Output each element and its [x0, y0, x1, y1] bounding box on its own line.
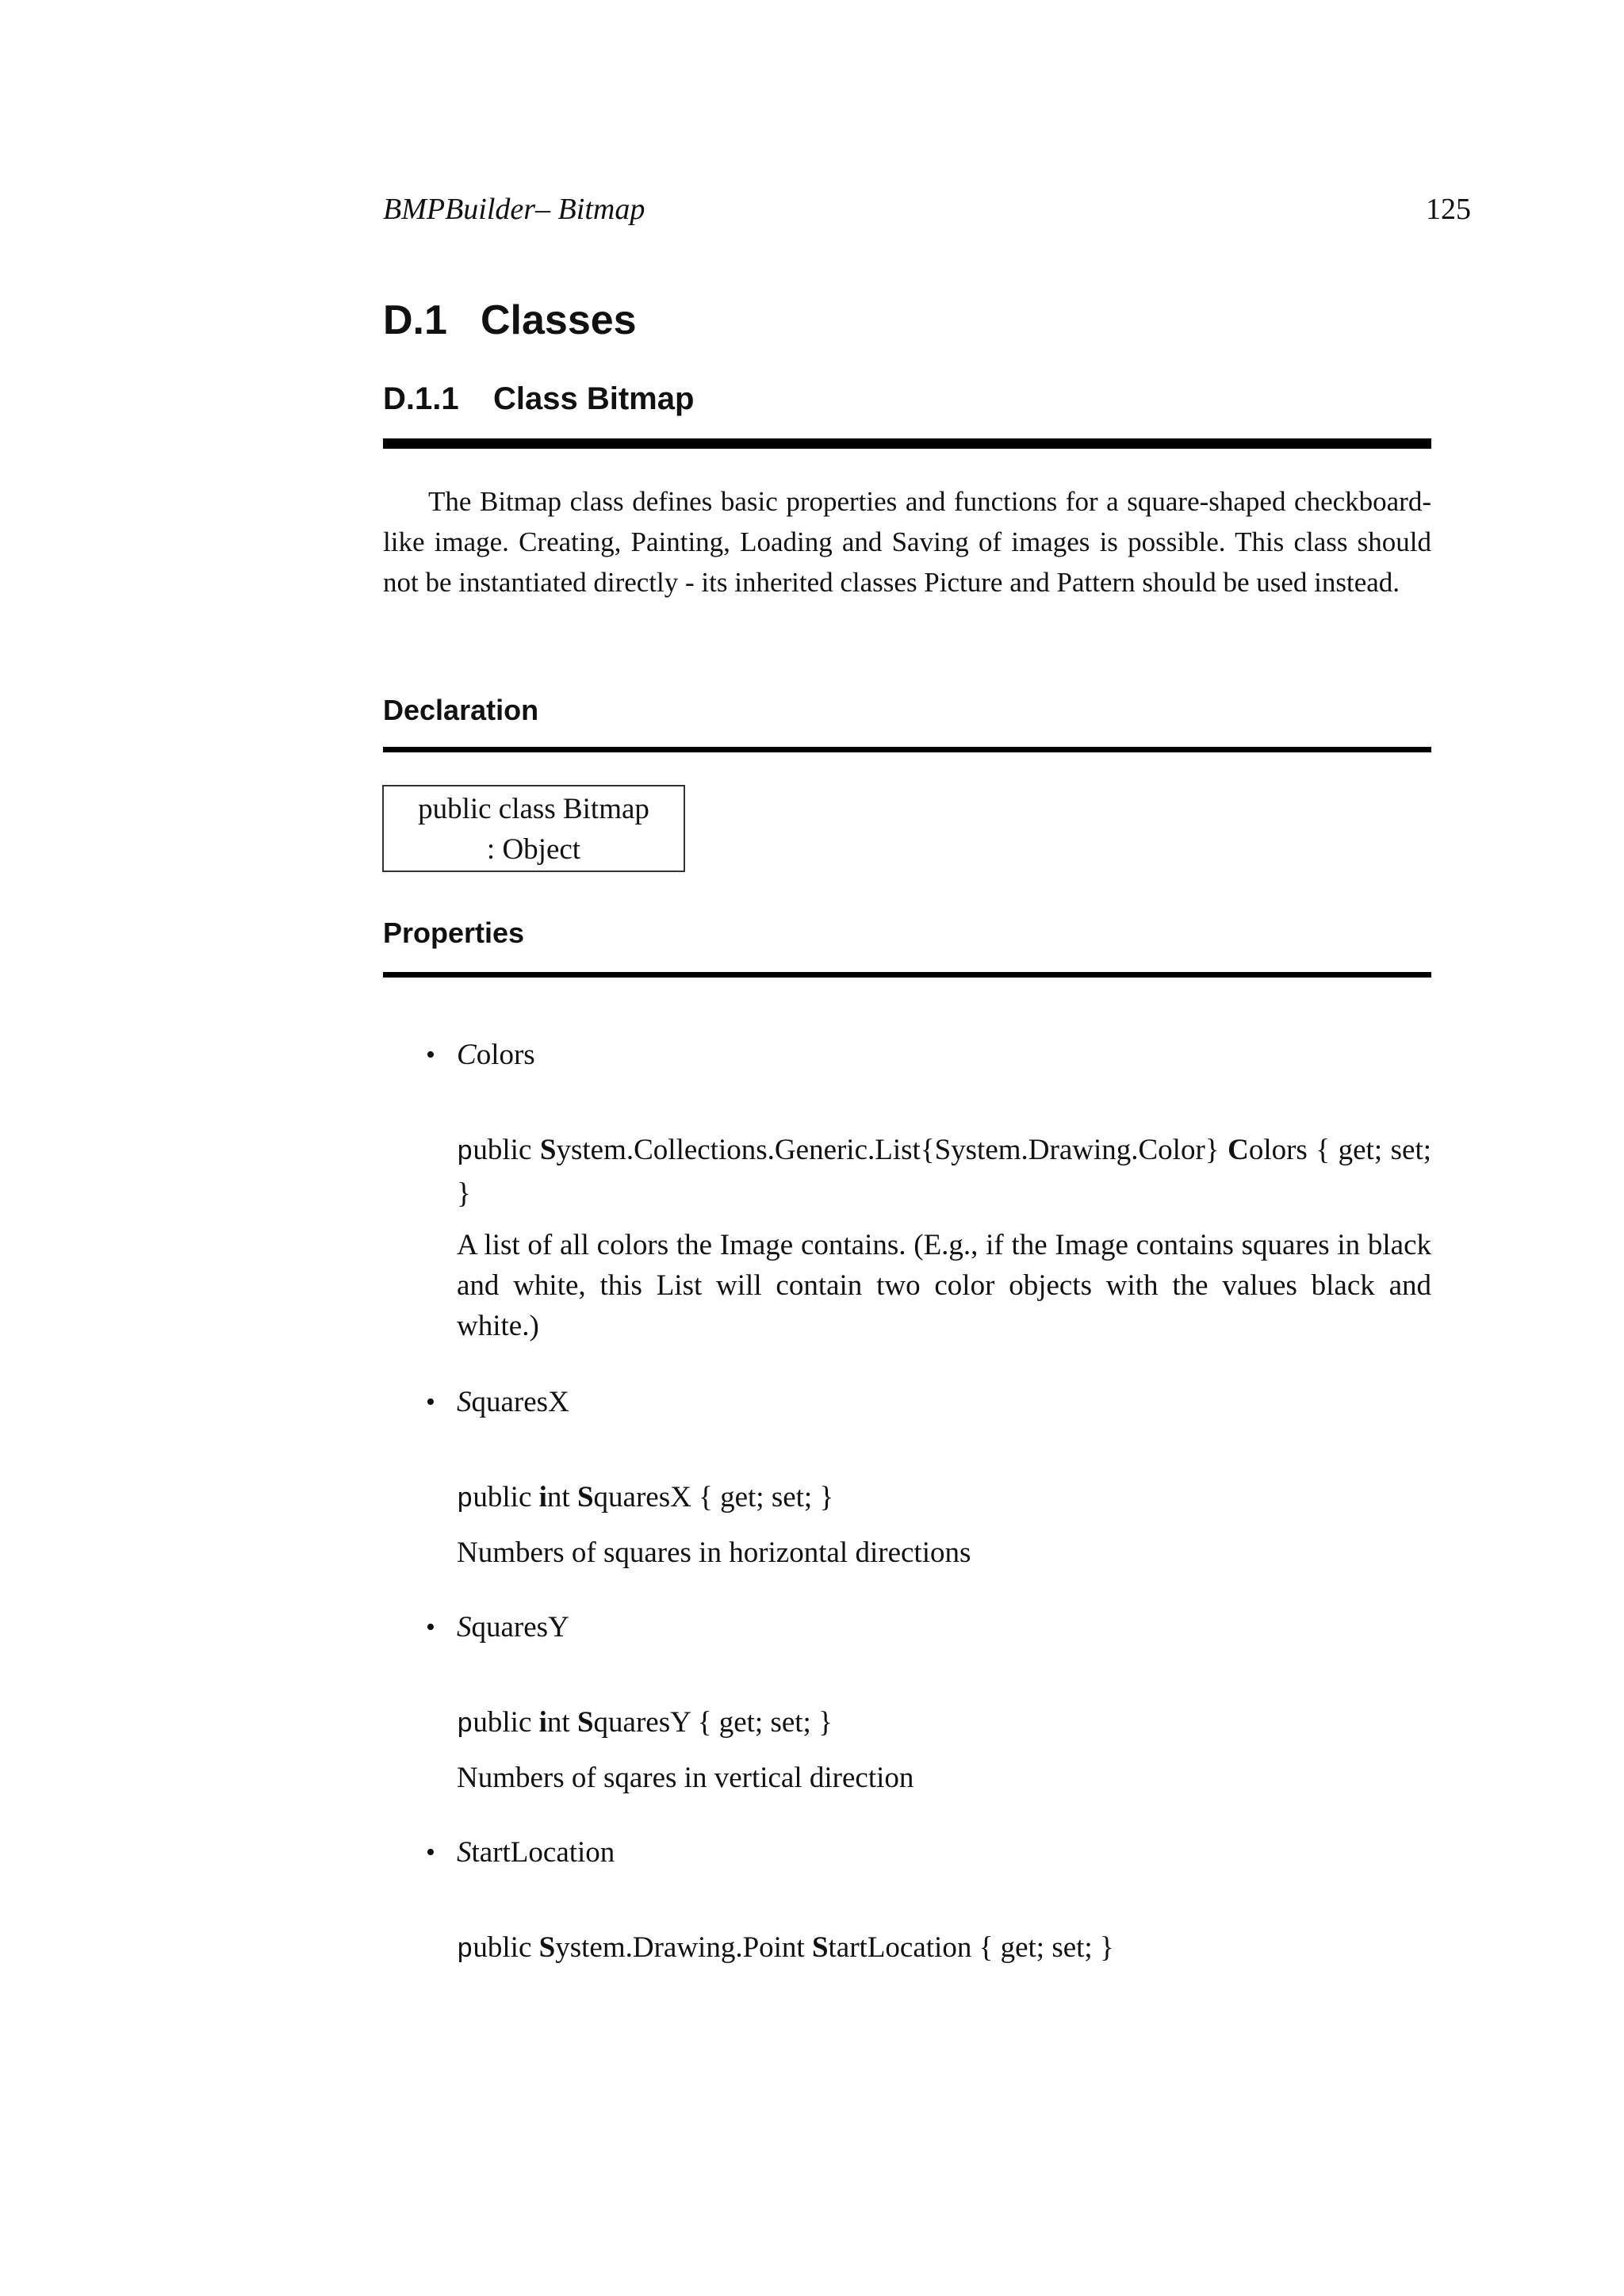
class-description: The Bitmap class defines basic properties and functions for a square-shaped checkboard-like image. Creating, Painting, Loading and Saving of images is possible. This class should not be instantiated directly - its inherited classes Picture and Pattern should be used instead.: [383, 486, 1431, 598]
properties-rule: [383, 972, 1431, 978]
property-description: Numbers of sqares in vertical direction: [457, 1762, 914, 1794]
declaration-box: [382, 785, 685, 872]
subsection-title: Class Bitmap: [493, 381, 695, 416]
bullet: •: [426, 1040, 435, 1070]
page-number: 125: [1426, 193, 1471, 226]
declaration-line-2: : Object: [486, 833, 581, 866]
properties-heading: Properties: [383, 916, 525, 949]
section-title: Classes: [481, 297, 637, 343]
property-description: A list of all colors the Image contains. (E.g., if the Image contains squares in black and white, this List will contain two color objects with the values black and white.): [457, 1229, 1431, 1342]
property-name: StartLocation: [457, 1836, 615, 1869]
property-name: Colors: [457, 1039, 535, 1071]
bullet: •: [426, 1387, 435, 1417]
section-heading: [383, 295, 637, 346]
subsection-heading: [383, 378, 694, 419]
property-signature: public System.Drawing.Point StartLocation { get; set; }: [457, 1931, 1114, 1965]
subsection-number: D.1.1: [383, 381, 459, 416]
property-signature: public System.Collections.Generic.List{System.Drawing.Color} Colors { get; set; }: [457, 1134, 1432, 1210]
declaration-line-1: public class Bitmap: [418, 793, 649, 825]
section-number: D.1: [383, 297, 447, 343]
property-signature: public int SquaresX { get; set; }: [457, 1481, 834, 1515]
bullet: •: [426, 1838, 435, 1867]
declaration-rule: [383, 747, 1431, 752]
running-title: BMPBuilder– Bitmap: [383, 193, 645, 226]
declaration-heading: Declaration: [383, 694, 539, 726]
class-heading-rule: [383, 438, 1431, 449]
property-name: SquaresY: [457, 1611, 569, 1644]
property-name: SquaresX: [457, 1386, 569, 1418]
property-signature: public int SquaresY { get; set; }: [457, 1706, 833, 1740]
property-description: Numbers of squares in horizontal directions: [457, 1536, 971, 1569]
bullet: •: [426, 1613, 435, 1642]
